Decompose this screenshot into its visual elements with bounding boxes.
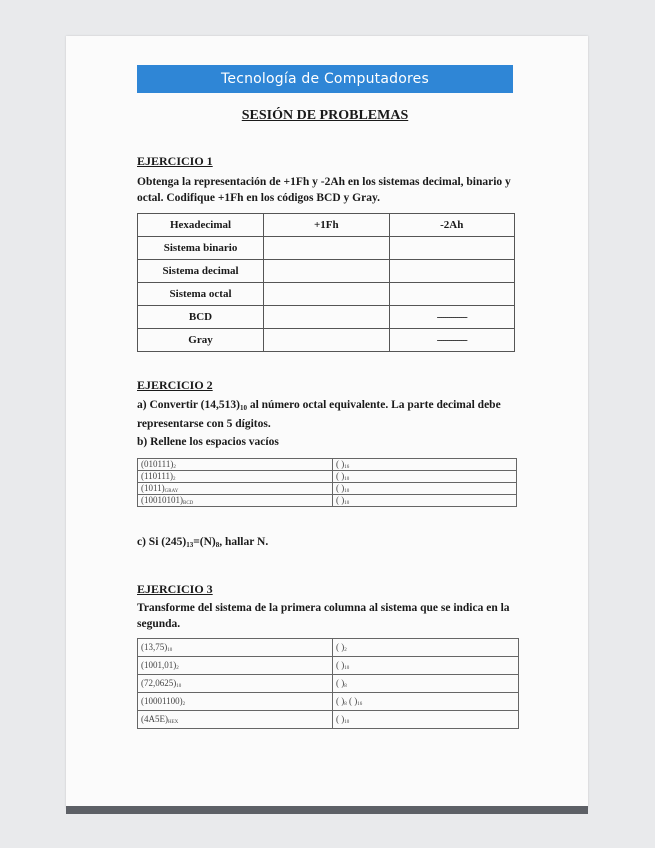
answer-cell (264, 283, 389, 306)
source-cell (138, 693, 333, 711)
exercise-3-heading: EJERCICIO 3 (137, 582, 213, 596)
value: (10001100) (141, 696, 183, 706)
na-cell: --------------- (389, 329, 514, 352)
value: (10010101) (141, 495, 183, 505)
answer-cell (389, 283, 514, 306)
value: (1011) (141, 483, 165, 493)
table-row (138, 495, 517, 507)
table-row (138, 306, 515, 329)
value: ( ) (349, 696, 358, 706)
exercise-1-heading: EJERCICIO 1 (137, 154, 213, 168)
source-cell (138, 471, 333, 483)
na-cell: --------------- (389, 306, 514, 329)
base-subscript: GRAY (164, 489, 179, 494)
table-row (138, 459, 517, 471)
base-subscript: 2 (344, 648, 347, 653)
base-subscript: 8 (344, 702, 347, 707)
exercise-2-part-c (137, 536, 268, 549)
source-cell (138, 459, 333, 471)
answer-cell (264, 306, 389, 329)
base-subscript: 2 (173, 477, 176, 482)
target-cell (333, 459, 517, 471)
value: ( ) (336, 459, 345, 469)
course-banner: Tecnología de Computadores (137, 65, 513, 93)
answer-cell (389, 237, 514, 260)
answer-cell (264, 237, 389, 260)
table-row (138, 329, 515, 352)
source-cell (138, 495, 333, 507)
base-subscript: 10 (344, 666, 350, 671)
page-bottom-edge (66, 806, 588, 814)
source-cell (138, 483, 333, 495)
base-subscript: 2 (182, 702, 186, 707)
base-subscript: 16 (357, 702, 363, 707)
row-label: Sistema decimal (138, 260, 264, 283)
target-cell (333, 639, 519, 657)
value: ( ) (336, 471, 345, 481)
exercise-2-part-a (137, 397, 517, 432)
target-cell (333, 657, 519, 675)
page-title: SESIÓN DE PROBLEMAS (241, 108, 409, 123)
exercise-2-table (137, 458, 517, 507)
value: ( ) (336, 696, 345, 706)
part-c-text: =(N) (193, 536, 216, 548)
base-subscript: 2 (173, 465, 176, 470)
exercise-2-heading: EJERCICIO 2 (137, 378, 213, 392)
base-subscript: 10 (239, 404, 247, 412)
value: ( ) (336, 660, 345, 670)
value: (110111) (141, 471, 173, 481)
target-cell (333, 471, 517, 483)
base-subscript: 10 (344, 501, 350, 506)
table-row (138, 283, 515, 306)
target-cell (333, 711, 519, 729)
value: ( ) (336, 642, 345, 652)
table-row (138, 483, 517, 495)
table-row (138, 693, 519, 711)
part-c-text: , hallar N. (219, 536, 269, 548)
exercise-3-table (137, 638, 519, 729)
part-a-text: al número octal equivalente. La parte decimal debe representarse con 5 dígitos. (137, 399, 501, 430)
exercise-1-table (137, 213, 515, 352)
value: ( ) (336, 483, 345, 493)
table-row (138, 471, 517, 483)
table-row (138, 657, 519, 675)
base-subscript: 16 (344, 465, 350, 470)
answer-cell (264, 260, 389, 283)
header-cell: +1Fh (264, 214, 389, 237)
row-label: Sistema octal (138, 283, 264, 306)
table-row (138, 675, 519, 693)
base-subscript: 2 (176, 666, 179, 671)
value: (4A5E) (141, 714, 168, 724)
value: (13,75) (141, 642, 168, 652)
value: (1001,01) (141, 660, 177, 670)
base-subscript: 8 (215, 541, 220, 549)
exercise-3-statement: Transforme del sistema de la primera columna al sistema que se indica en la segunda. (137, 602, 510, 630)
table-row (138, 711, 519, 729)
part-c-text: c) Si (245) (137, 536, 187, 548)
value: ( ) (336, 678, 345, 688)
target-cell (333, 483, 517, 495)
source-cell (138, 675, 333, 693)
value: (72,0625) (141, 678, 177, 688)
source-cell (138, 711, 333, 729)
table-row (138, 260, 515, 283)
document-page (66, 36, 588, 808)
table-row (138, 237, 515, 260)
base-subscript: 10 (344, 477, 350, 482)
value: ( ) (336, 714, 345, 724)
base-subscript: 13 (186, 541, 194, 549)
base-subscript: 10 (176, 684, 182, 689)
table-row (138, 639, 519, 657)
source-cell (138, 639, 333, 657)
source-cell (138, 657, 333, 675)
exercise-1-statement: Obtenga la representación de +1Fh y -2Ah en los sistemas decimal, binario y octal. Codifique +1Fh en los códigos BCD y Gray. (137, 176, 511, 204)
answer-cell (389, 260, 514, 283)
target-cell (333, 495, 517, 507)
row-label: Gray (138, 329, 264, 352)
target-cell (333, 675, 519, 693)
table-header-row (138, 214, 515, 237)
row-label: BCD (138, 306, 264, 329)
base-subscript: 10 (344, 489, 350, 494)
header-cell: Hexadecimal (138, 214, 264, 237)
exercise-2-part-b: b) Rellene los espacios vacíos (137, 436, 279, 448)
row-label: Sistema binario (138, 237, 264, 260)
value: (010111) (141, 459, 174, 469)
answer-cell (264, 329, 389, 352)
base-subscript: 10 (344, 720, 350, 725)
base-subscript: BCD (183, 501, 194, 506)
base-subscript: HEX (168, 720, 179, 725)
part-a-text: a) Convertir (14,513) (137, 399, 240, 411)
target-cell (333, 693, 519, 711)
base-subscript: 10 (167, 648, 173, 653)
base-subscript: 8 (344, 684, 347, 689)
header-cell: -2Ah (389, 214, 514, 237)
value: ( ) (336, 495, 345, 505)
